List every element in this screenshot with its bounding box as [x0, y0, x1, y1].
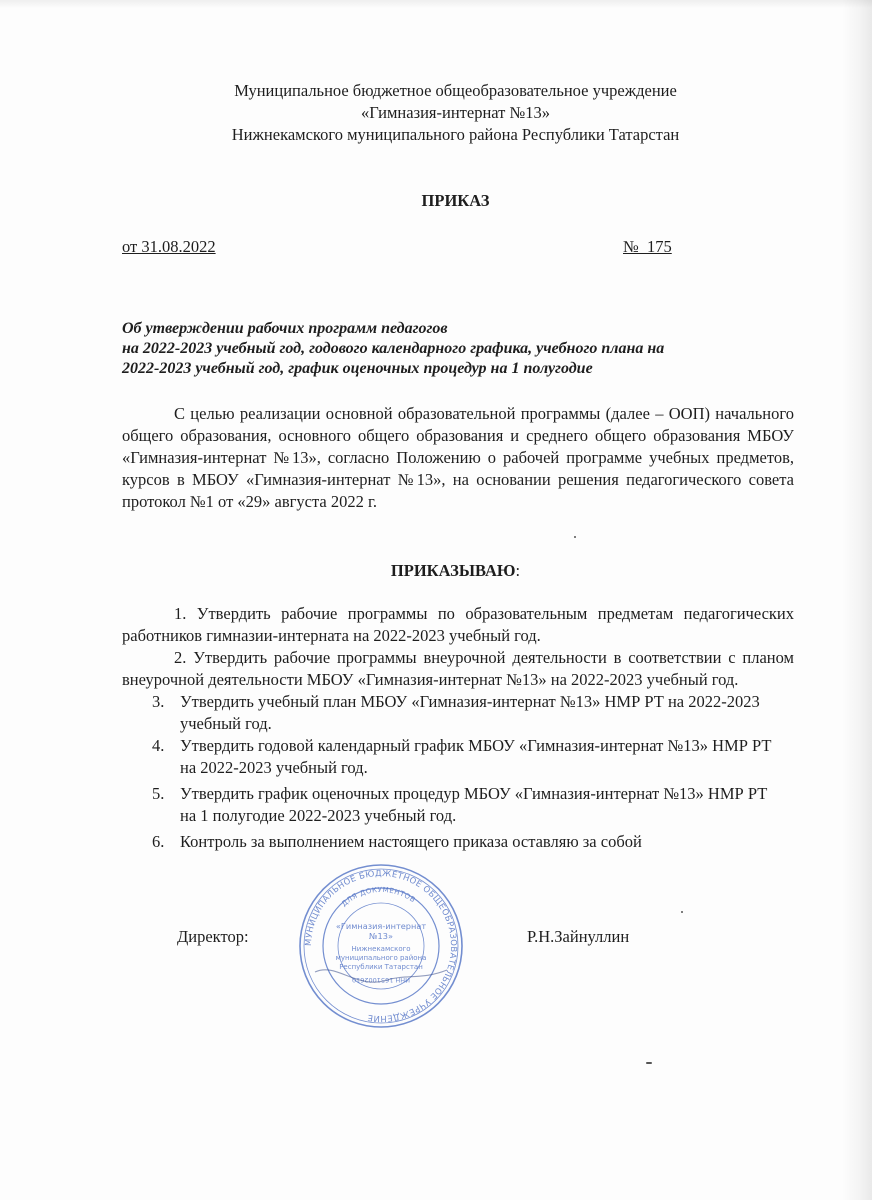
item-text: Утвердить годовой календарный график МБОУ «Гимназия-интернат №13» НМР РТ на 2022-2023 учебный год. [180, 736, 772, 777]
scan-speck [646, 1062, 652, 1064]
order-item-1: 1. Утвердить рабочие программы по образовательным предметам педагогических работников гимназии-интерната на 2022-2023 учебный год. [122, 604, 794, 645]
order-subject [122, 319, 802, 379]
item-text: Контроль за выполнением настоящего приказа оставляю за собой [180, 832, 642, 851]
item-number: 4. [152, 736, 165, 755]
item-number: 3. [152, 692, 165, 711]
order-word: ПРИКАЗЫВАЮ [390, 561, 516, 580]
subject-line-1: Об утверждении рабочих программ педагогов [122, 320, 448, 337]
order-colon: : [515, 561, 521, 580]
organization-header [0, 80, 872, 146]
order-heading [0, 561, 872, 581]
stamp-center-line-3: Нижнекамского [351, 945, 411, 953]
signature-label: Директор: [177, 927, 249, 946]
order-item-2: 2. Утвердить рабочие программы внеурочной деятельности в соответствии с планом внеурочной деятельности МБОУ «Гимназия-интернат №13» на 2022-2023 учебный год. [122, 648, 794, 689]
scan-shadow-edge [842, 0, 872, 1200]
stamp-center-line-2: №13» [369, 931, 393, 941]
stamp-inn: ИНН 1651002610 [351, 976, 411, 984]
order-items [122, 603, 794, 853]
item-text: Утвердить учебный план МБОУ «Гимназия-интернат №13» НМР РТ на 2022-2023 учебный год. [180, 692, 760, 733]
stamp-outer-text: МУНИЦИПАЛЬНОЕ БЮДЖЕТНОЕ ОБЩЕОБРАЗОВАТЕЛЬНОЕ УЧРЕЖДЕНИЕ [302, 867, 460, 1025]
scan-shadow-top [0, 0, 872, 8]
order-date: от 31.08.2022 [122, 237, 216, 256]
header-line-3: Нижнекамского муниципального района Республики Татарстан [231, 125, 680, 144]
item-number: 6. [152, 832, 165, 851]
scan-speck [574, 536, 576, 538]
header-line-2: «Гимназия-интернат №13» [360, 103, 551, 122]
stamp-center-line-4: муниципального района [335, 954, 427, 962]
order-item-3 [122, 691, 794, 735]
stamp-center-line-1: «Гимназия-интернат [335, 921, 427, 931]
stamp-top-text: ДЛЯ ДОКУМЕНТОВ [340, 885, 417, 909]
stamp-center-line-5: Республики Татарстан [339, 963, 423, 971]
subject-line-3: 2022-2023 учебный год, график оценочных процедур на 1 полугодие [122, 360, 593, 377]
order-item-5 [122, 783, 780, 827]
signature-name: Р.Н.Зайнуллин [527, 927, 630, 946]
item-text: Утвердить график оценочных процедур МБОУ «Гимназия-интернат №13» НМР РТ на 1 полугодие 2022-2023 учебный год. [180, 784, 768, 825]
document-title: ПРИКАЗ [421, 191, 490, 210]
scan-speck [681, 911, 683, 913]
subject-line-2: на 2022-2023 учебный год, годового календарного графика, учебного плана на [122, 340, 665, 357]
order-item-4 [122, 735, 780, 779]
header-line-1: Муниципальное бюджетное общеобразовательное учреждение [234, 81, 677, 100]
order-number: № 175 [623, 237, 672, 256]
order-item-6 [122, 831, 794, 853]
preamble-paragraph: С целью реализации основной образовательной программы (далее – ООП) начального общего образования, основного общего образования и среднего общего образования МБОУ «Гимназия-интернат №13», согласно Положению о рабочей программе учебных предметов, курсов в МБОУ «Гимназия-интернат №13», на основании решения педагогического совета протокол №1 от «29» августа 2022 г. [122, 404, 794, 511]
official-stamp [297, 862, 465, 1030]
item-number: 5. [152, 784, 165, 803]
